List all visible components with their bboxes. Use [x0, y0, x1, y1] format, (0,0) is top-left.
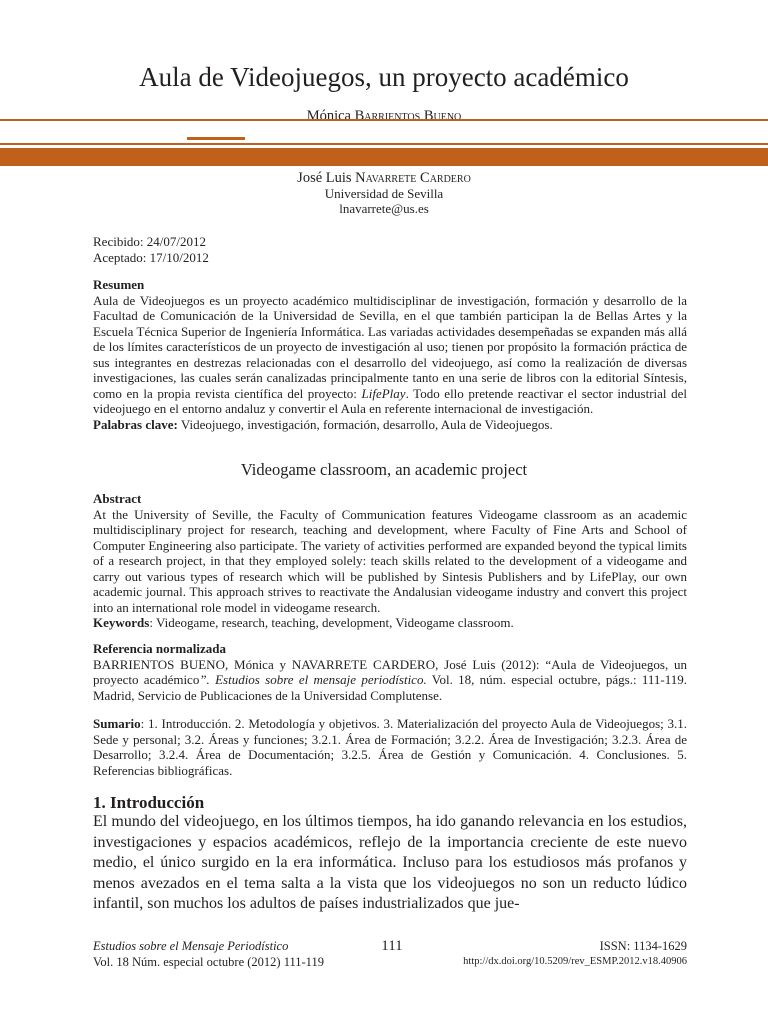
footer-journal: Estudios sobre el Mensaje Periodístico — [93, 939, 289, 953]
submission-dates — [93, 234, 687, 265]
second-author-name — [0, 171, 768, 186]
resumen-heading: Resumen — [93, 277, 145, 292]
reference-text: BARRIENTOS BUENO, Mónica y NAVARRETE CARDERO, José Luis (2012): “Aula de Videojuegos, un proyecto académico”. Estudios sobre el mensaje periodístico. Vol. 18, núm. especial octubre, págs.: 111-119. Madrid, Servicio de Publicaciones de la Universidad Complutense. — [93, 656, 687, 703]
footer-issn-doi — [463, 938, 687, 970]
abstract-section — [93, 491, 687, 631]
page-number: 111 — [381, 938, 403, 954]
article-title: Aula de Videojuegos, un proyecto académico — [139, 62, 629, 92]
header-color-band — [0, 148, 768, 166]
section-body: El mundo del videojuego, en los últimos tiempos, ha ido ganando relevancia en los estudios, investigaciones y espacios académicos, reflejo de la importancia creciente de este nuevo medio, el único surgido en la era informática. Incluso para los estudiosos más profanos y menos avezados en el tema salta a la vista que los videojuegos no son un reducto lúdico infantil, son muchos los adultos de países industrializados que jue- — [93, 813, 687, 912]
palabras-clave: Palabras clave: Videojuego, investigación, formación, desarrollo, Aula de Videojuegos. — [93, 416, 553, 432]
sumario-label: Sumario — [93, 716, 141, 731]
keywords: Keywords: Videogame, research, teaching, development, Videogame classroom. — [93, 615, 514, 630]
reference-heading: Referencia normalizada — [93, 641, 226, 656]
second-author-given-name: José Luis — [297, 170, 356, 186]
reference-section — [93, 641, 687, 703]
resumen-text: Aula de Videojuegos es un proyecto académico multidisciplinar de investigación, formación y desarrollo de la Facultad de Comunicación de la Universidad de Sevilla, en el que también participan la de Bellas Artes y la Escuela Técnica Superior de Ingeniería Informática. Las variadas actividades desempeñadas se expanden más allá de los límites característicos de un proyecto de investigación al uso; tienen por propósito la formación práctica de sus integrantes en destrezas relacionadas con el desarrollo del videojuego, así como la realización de diversas investigaciones, las cuales serán canalizadas principalmente tanto en una serie de libros con la editorial Síntesis, como en la propia revista científica del proyecto: LifePlay. Todo ello pretende reactivar el sector industrial del videojuego en el entorno andaluz y convertir el Aula en referente internacional de investigación. — [93, 292, 687, 416]
footer-journal-info — [93, 938, 324, 970]
section-heading: 1. Introducción — [93, 793, 205, 812]
second-author-block — [0, 171, 768, 216]
footer-volume: Vol. 18 Núm. especial octubre (2012) 111-119 — [93, 955, 324, 969]
journal-name: LifePlay — [361, 385, 406, 401]
header-rule-box — [0, 119, 768, 145]
received-date: Recibido: 24/07/2012 — [93, 234, 207, 249]
author-email[interactable]: lnavarrete@us.es — [339, 201, 429, 216]
abstract-text: At the University of Seville, the Faculty of Communication features Videogame classroom as an academic multidisciplinary project for research, teaching and development, where Faculty of Fine Arts and School of Computer Engineering also participate. The variety of activities performed are expanded beyond the typical limits of a research project, in that they employed solely: teach skills related to the development of a videogame and carry out various types of research which will be published by Sintesis Publishers and by LifePlay, our own academic journal. This approach strives to reactivate the Andalusian videogame industry and convert this project into an international role model in videogame research. — [93, 506, 687, 615]
footer-issn: ISSN: 1134-1629 — [599, 939, 687, 953]
sumario-text: : 1. Introducción. 2. Metodología y objetivos. 3. Materialización del proyecto Aula de Videojuegos; 3.1. Sede y personal; 3.2. Áreas y funciones; 3.2.1. Área de Formación; 3.2.2. Área de Investigación; 3.2.3. Área de Desarrollo; 3.2.4. Área de Documentación; 3.2.5. Área de Gestión y Comunicación. 4. Conclusiones. 5. Referencias bibliográficas. — [93, 716, 687, 778]
resumen-section — [93, 277, 687, 432]
author-affiliation: Universidad de Sevilla — [324, 186, 444, 201]
sumario-section — [93, 716, 687, 778]
first-author-given-name: Mónica — [306, 108, 355, 124]
footer-doi-link[interactable]: http://dx.doi.org/10.5209/rev_ESMP.2012.v18.40906 — [463, 956, 687, 967]
accepted-date: Aceptado: 17/10/2012 — [93, 249, 209, 265]
header-accent-mark — [187, 137, 245, 140]
second-author-surname: Navarrete Cardero — [355, 170, 471, 186]
abstract-heading: Abstract — [93, 491, 142, 506]
english-title: Videogame classroom, an academic project — [240, 460, 528, 479]
first-author-surname: Barrientos Bueno — [354, 108, 462, 124]
